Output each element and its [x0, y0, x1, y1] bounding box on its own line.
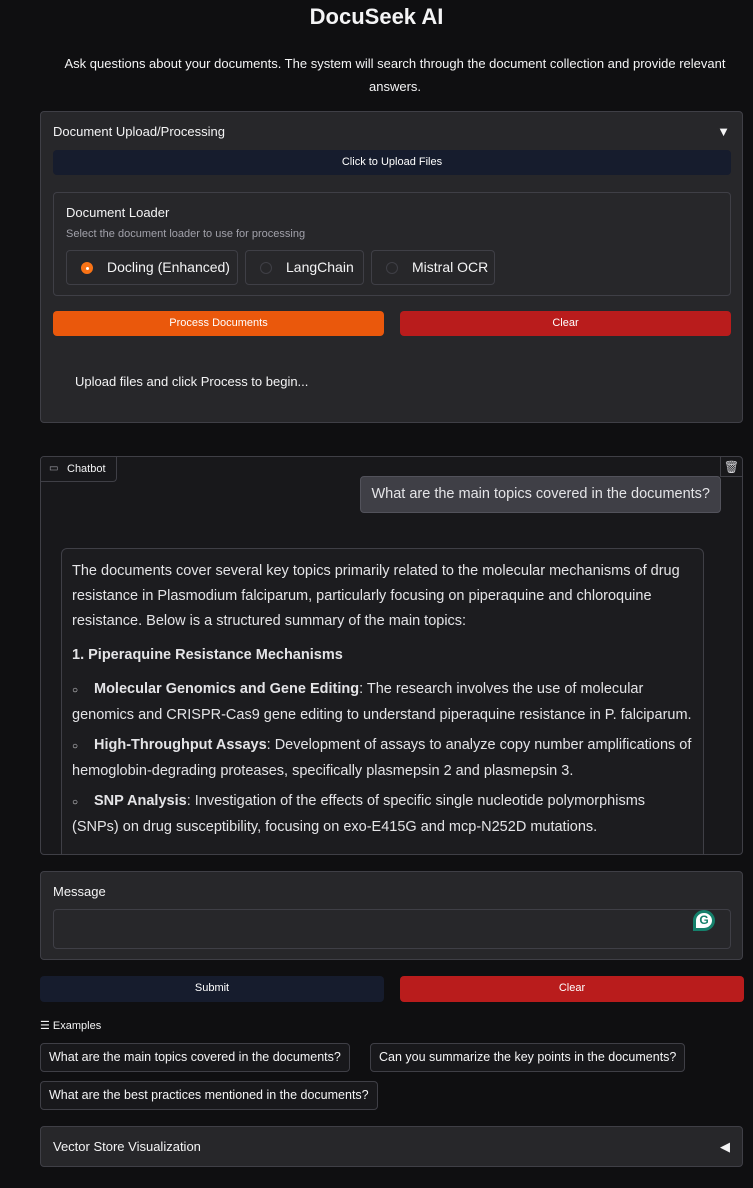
message-label: Message: [53, 884, 106, 899]
list-item-text: : Development of assays to analyze copy number amplifications of hemoglobin-degrading proteases, specifically plasmepsin 2 and plasmepsin 3.: [72, 737, 692, 779]
radio-selected-icon: [81, 262, 93, 274]
submit-button[interactable]: Submit: [40, 976, 384, 1002]
clear-upload-button[interactable]: Clear: [400, 311, 731, 336]
section-heading: 1. Piperaquine Resistance Mechanisms: [72, 647, 343, 663]
clear-chat-button[interactable]: Clear: [400, 976, 744, 1002]
list-item: [72, 789, 693, 840]
list-item-title: High-Throughput Assays: [94, 737, 267, 753]
example-button[interactable]: What are the best practices mentioned in the documents?: [40, 1081, 378, 1110]
process-documents-button[interactable]: Process Documents: [53, 311, 384, 336]
examples-label-text: Examples: [52, 1020, 102, 1032]
loader-info: Select the document loader to use for processing: [66, 228, 306, 240]
chatbot-label-text: Chatbot: [67, 463, 106, 475]
radio-unselected-icon: [386, 262, 398, 274]
radio-docling[interactable]: [66, 250, 238, 285]
upload-accordion-title[interactable]: Document Upload/Processing: [53, 124, 225, 139]
trash-icon[interactable]: 🗑: [720, 457, 742, 477]
radio-langchain[interactable]: [245, 250, 364, 285]
bullet-icon: ○: [72, 685, 79, 696]
radio-unselected-icon: [260, 262, 272, 274]
processing-status: Upload files and click Process to begin...: [75, 374, 309, 389]
list-item: [72, 677, 693, 728]
list-icon: ☰: [40, 1020, 53, 1032]
examples-label: [40, 1019, 101, 1032]
user-message: What are the main topics covered in the documents?: [360, 476, 721, 513]
radio-label: Docling (Enhanced): [107, 259, 230, 275]
collapse-triangle-icon[interactable]: ▼: [717, 124, 730, 139]
vector-store-accordion[interactable]: [40, 1126, 743, 1167]
vector-store-title[interactable]: Vector Store Visualization: [53, 1139, 201, 1154]
list-item-title: Molecular Genomics and Gene Editing: [94, 681, 360, 697]
radio-label: LangChain: [286, 259, 354, 275]
message-panel: [40, 871, 743, 960]
expand-triangle-icon[interactable]: ◀: [720, 1139, 730, 1154]
example-button[interactable]: Can you summarize the key points in the documents?: [370, 1043, 685, 1072]
chat-bubble-icon: ▭: [49, 463, 59, 474]
bullet-icon: ○: [72, 797, 79, 808]
list-item: [72, 733, 693, 784]
grammarly-icon[interactable]: G: [693, 910, 715, 931]
upload-files-button[interactable]: Click to Upload Files: [53, 150, 731, 175]
list-item-text: : The research involves the use of molecular genomics and CRISPR-Cas9 gene editing to understand piperaquine resistance in P. falciparum.: [72, 681, 692, 723]
radio-label: Mistral OCR: [412, 259, 489, 275]
bot-intro: The documents cover several key topics primarily related to the molecular mechanisms of drug resistance in Plasmodium falciparum, particularly focusing on piperaquine and chloroquine resistance. Below is a structured summary of the main topics:: [72, 563, 680, 629]
page-title: DocuSeek AI: [309, 4, 444, 29]
page-description: Ask questions about your documents. The system will search through the document collection and provide relevant answers.: [64, 56, 726, 94]
list-item-text: : Investigation of the effects of specific single nucleotide polymorphisms (SNPs) on drug susceptibility, focusing on exo-E415G and mcp-N252D mutations.: [72, 793, 646, 835]
upload-accordion: [40, 111, 743, 423]
message-input[interactable]: [53, 909, 731, 949]
chatbot-panel: [40, 456, 743, 855]
document-loader-group: [53, 192, 731, 296]
bullet-icon: ○: [72, 741, 79, 752]
loader-label: Document Loader: [66, 205, 170, 220]
list-item-title: SNP Analysis: [94, 793, 187, 809]
chatbot-label: [41, 457, 117, 482]
example-button[interactable]: What are the main topics covered in the documents?: [40, 1043, 350, 1072]
bot-message: [61, 548, 704, 855]
radio-mistral-ocr[interactable]: [371, 250, 495, 285]
